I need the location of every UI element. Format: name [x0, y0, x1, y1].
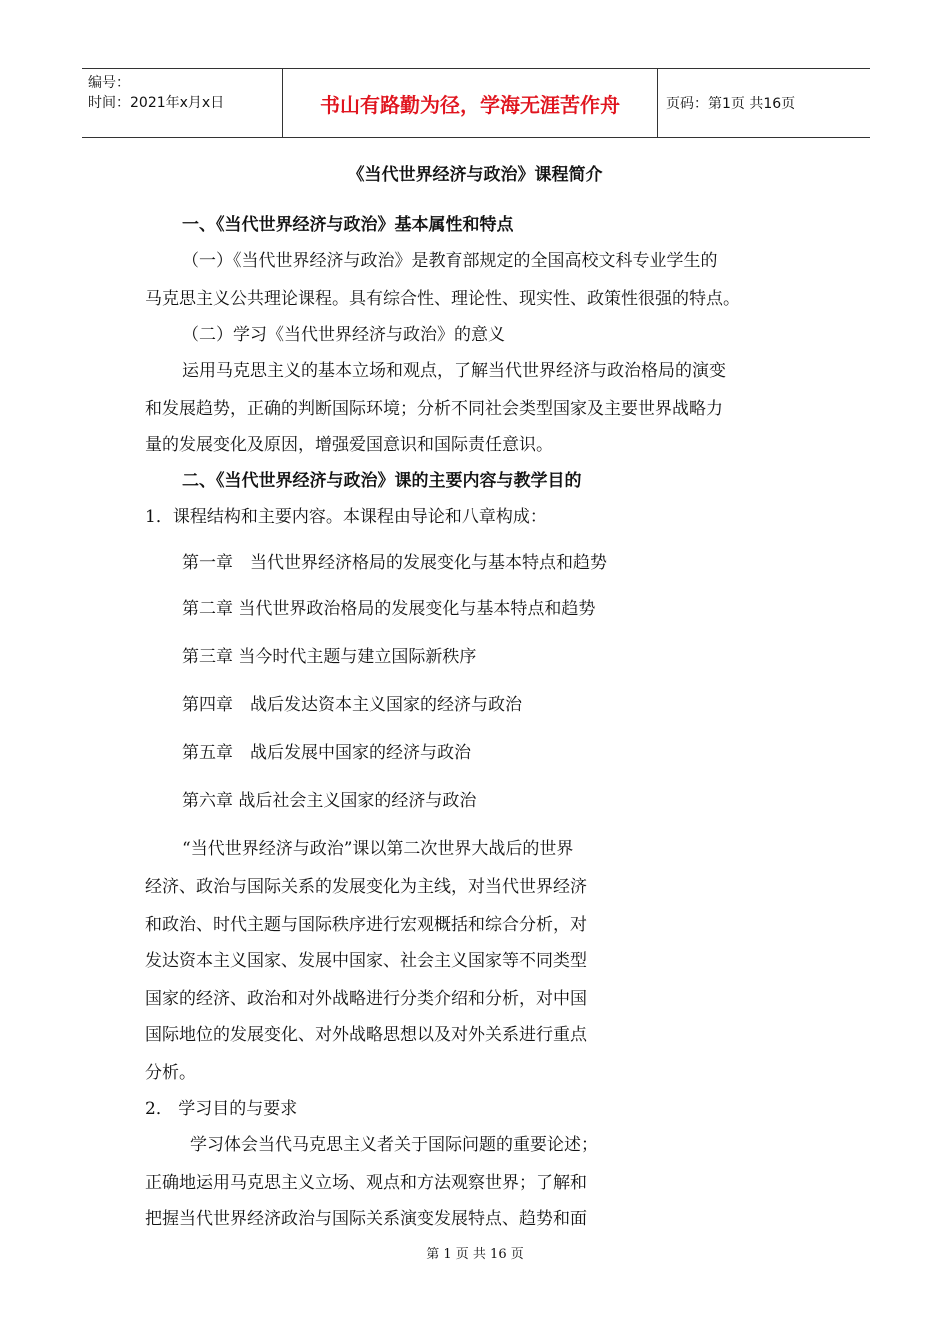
paragraph-3-line: 经济、政治与国际关系的发展变化为主线，对当代世界经济: [145, 877, 587, 897]
section-heading-1: 一、《当代世界经济与政治》基本属性和特点: [182, 215, 514, 235]
paragraph-2-line-1: 运用马克思主义的基本立场和观点，了解当代世界经济与政治格局的演变: [182, 361, 726, 381]
list-item-2: 2． 学习目的与要求: [145, 1099, 298, 1119]
paragraph-4-line: 学习体会当代马克思主义者关于国际问题的重要论述；: [190, 1135, 598, 1155]
time-label: 时间：2021年x月x日: [88, 95, 225, 111]
chapter-item: 第二章 当代世界政治格局的发展变化与基本特点和趋势: [182, 599, 596, 619]
paragraph-3-line: 国际地位的发展变化、对外战略思想以及对外关系进行重点: [145, 1025, 587, 1045]
paragraph-1-line-1: （一）《当代世界经济与政治》是教育部规定的全国高校文科专业学生的: [182, 251, 718, 271]
number-label: 编号：: [88, 75, 130, 91]
paragraph-4-line: 把握当代世界经济政治与国际关系演变发展特点、趋势和面: [145, 1209, 587, 1229]
section-heading-2: 二、《当代世界经济与政治》课的主要内容与教学目的: [182, 471, 582, 491]
paragraph-3-line: 国家的经济、政治和对外战略进行分类介绍和分析，对中国: [145, 989, 587, 1009]
chapter-item: 第三章 当今时代主题与建立国际新秩序: [182, 647, 477, 667]
paragraph-4-line: 正确地运用马克思主义立场、观点和方法观察世界；了解和: [145, 1173, 587, 1193]
chapter-item: 第四章 战后发达资本主义国家的经济与政治: [182, 695, 522, 715]
list-item-1: 1．课程结构和主要内容。本课程由导论和八章构成：: [145, 507, 547, 527]
header-meta: [82, 69, 282, 137]
paragraph-2-line-2: 和发展趋势，正确的判断国际环境；分析不同社会类型国家及主要世界战略力: [145, 399, 723, 419]
paragraph-2-line-3: 量的发展变化及原因，增强爱国意识和国际责任意识。: [145, 435, 553, 455]
chapter-item: 第五章 战后发展中国家的经济与政治: [182, 743, 471, 763]
subheading-significance: （二）学习《当代世界经济与政治》的意义: [182, 325, 505, 345]
chapter-item: 第一章 当代世界经济格局的发展变化与基本特点和趋势: [182, 553, 607, 573]
chapter-item: 第六章 战后社会主义国家的经济与政治: [182, 791, 477, 811]
header-page-label: 页码：第1页 共16页: [666, 96, 796, 112]
paragraph-3-line: 发达资本主义国家、发展中国家、社会主义国家等不同类型: [145, 951, 587, 971]
paragraph-1-line-2: 马克思主义公共理论课程。具有综合性、理论性、现实性、政策性很强的特点。: [145, 289, 740, 309]
header-motto: 书山有路勤为径，学海无涯苦作舟: [282, 69, 658, 137]
document-title: 《当代世界经济与政治》课程简介: [347, 165, 603, 185]
paragraph-3-line: 和政治、时代主题与国际秩序进行宏观概括和综合分析，对: [145, 915, 587, 935]
paragraph-3-line: 分析。: [145, 1063, 196, 1083]
document-header: [82, 68, 870, 138]
page-footer: 第 1 页 共 16 页: [426, 1247, 524, 1262]
paragraph-3-line: “当代世界经济与政治”课以第二次世界大战后的世界: [182, 839, 574, 859]
